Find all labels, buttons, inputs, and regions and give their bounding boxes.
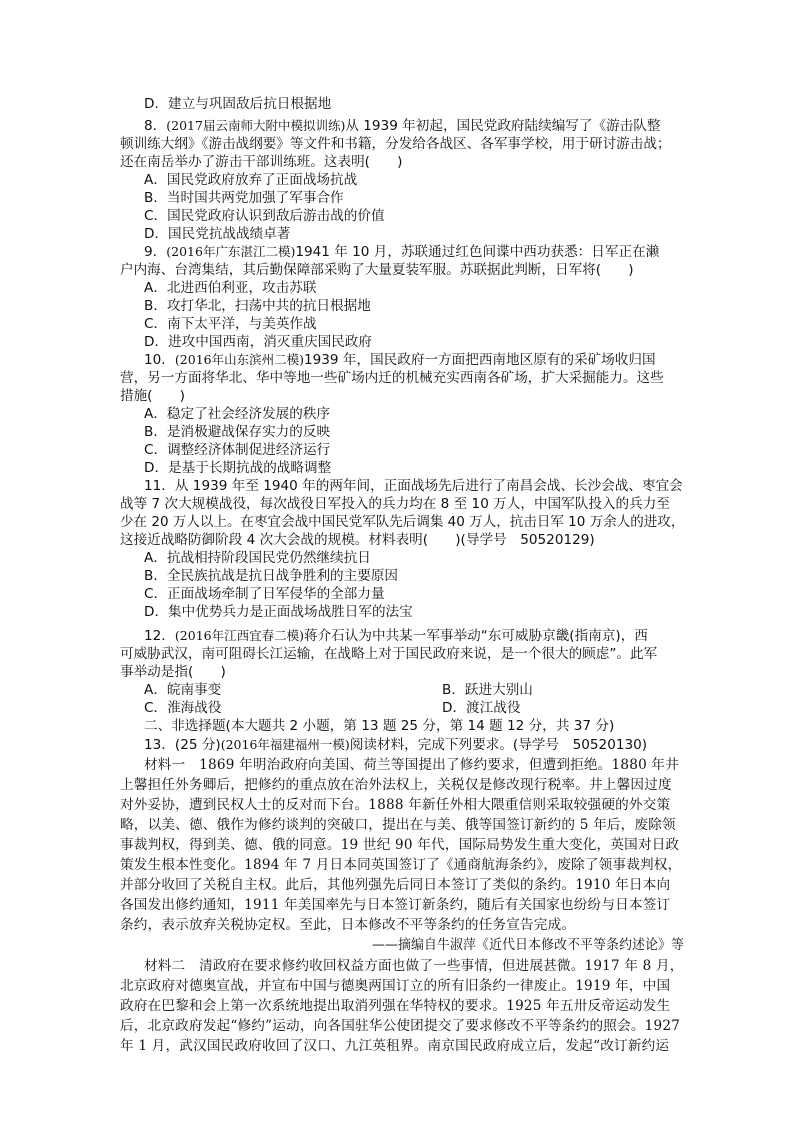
question-source: (2016年福建福州一模) [220,737,350,752]
q11-option-b: B．全民族抗战是抗日战争胜利的主要原因 [144,568,399,584]
material-2-line-4: 后，北京政府发起“修约”运动，向各国驻华公使团提交了要求修改不平等条约的照会。1927 [120,1018,681,1034]
q9-option-b: B．攻打华北，扫荡中共的抗日根据地 [144,298,371,314]
q11-stem-line-2: 战等 7 次大规模战役，每次战役日军投入的兵力均在 8 至 10 万人，中国军队投入的兵力至 [120,496,670,512]
q9-stem-line-2: 户内海、台湾集结，其后勤保障部采购了大量夏装军服。苏联据此判断，日军将( ) [120,262,634,278]
q8-stem-line-2: 顿训练大纲》《游击战纲要》等文件和书籍，分发给各战区、各军事学校，用于研讨游击战； [120,136,671,152]
q12-option-d: D．渡江战役 [442,700,521,716]
material-2-line-2: 北京政府对德奥宣战，并宣布中国与德奥两国订立的所有旧条约一律废止。1919 年，中国 [120,978,671,994]
q8-option-b: B．当时国共两党加强了军事合作 [144,190,344,206]
material-1-line-4: 略，以美、德、俄作为修约谈判的突破口，提出在与美、俄等国签订新约的 5 年后，废除领 [120,817,676,833]
q9-option-c: C．南下太平洋，与美英作战 [144,316,317,332]
question-number: 13．(25 分) [144,737,221,753]
q8-option-a: A．国民党政府放弃了正面战场抗战 [144,172,358,188]
q8-option-c: C．国民党政府认识到敌后游击战的价值 [144,208,385,224]
question-text: 蒋介石认为中共某一军事举动“东可威胁京畿(指南京)，西 [303,628,648,644]
material-1-line-3: 对外妥协，遭到民权人士的反对而下台。1888 年新任外相大隈重信则采取较强硬的外交策 [120,797,671,813]
q11-option-c: C．正面战场牵制了日军侵华的全部力量 [144,586,385,602]
q10-option-c: C．调整经济体制促进经济运行 [144,442,331,458]
material-1-line-7: 并部分收回了关税自主权。此后，其他列强先后同日本签订了类似的条约。1910 年日本向 [120,877,671,893]
q13-stem [144,736,647,754]
material-1-line-2: 上馨担任外务卿后，把修约的重点放在治外法权上，关税仅是修改现行税率。井上馨因过度 [120,777,672,793]
question-source: (2016年江西宜春二模) [174,628,304,643]
question-text: 1941 年 10 月，苏联通过红色间谍中西功获悉：日军正在濑 [295,244,660,260]
question-source: (2017届云南师大附中模拟训练) [166,118,346,133]
q11-stem-line-4: 这接近战略防御阶段 4 次大会战的规模。材料表明( )(导学号 50520129) [120,532,595,548]
section-heading: 二、非选择题(本大题共 2 小题，第 13 题 25 分，第 14 题 12 分，共 37 分) [144,718,615,734]
q12-options-row-1 [144,681,533,699]
material-1-citation: ——摘编自牛淑萍《近代日本修改不平等条约述论》等 [372,937,685,953]
q10-stem-line-2: 营，另一方面将华北、华中等地一些矿场内迁的机械充实西南各矿场，扩大采掘能力。这些 [120,370,664,386]
question-source: (2016年广东湛江二模) [166,244,296,259]
q11-option-a: A．抗战相持阶段国民党仍然继续抗日 [144,550,371,566]
material-2-line-3: 政府在巴黎和会上第一次系统地提出取消列强在华特权的要求。1925 年五卅反帝运动发生 [120,998,671,1014]
q10-option-a: A．稳定了社会经济发展的秩序 [144,406,331,422]
question-text: 阅读材料，完成下列要求。(导学号 50520130) [349,737,648,753]
q10-stem-line-1 [144,351,656,369]
q7-option-d: D．建立与巩固敌后抗日根据地 [144,96,332,112]
q9-stem-line-1 [144,243,659,261]
q10-option-d: D．是基于长期抗战的战略调整 [144,460,332,476]
material-1-line-5: 事裁判权，得到美、德、俄的同意。19 世纪 90 年代，国际局势发生重大变化，英国对日政 [120,837,680,853]
q8-stem-line-3: 还在南岳举办了游击干部训练班。这表明( ) [120,154,403,170]
q12-stem-line-2: 可威胁武汉，南可阻碍长江运输，在战略上对于国民政府来说，是一个很大的顾虑”。此军 [120,646,658,662]
q8-option-d: D．国民党抗战战绩卓著 [144,226,291,242]
q12-stem-line-3: 事举动是指( ) [120,664,226,680]
q9-option-d: D．进攻中国西南，消灭重庆国民政府 [144,334,372,350]
question-number: 9． [144,244,167,260]
q10-option-b: B．是消极避战保存实力的反映 [144,424,331,440]
material-1-line-9: 条约，表示放弃关税协定权。至此，日本修改不平等条约的任务宣告完成。 [120,917,576,933]
material-2-line-1: 材料二 清政府在要求修约收回权益方面也做了一些事情，但进展甚微。1917 年 8 月， [144,958,684,974]
question-source: (2016年山东滨州二模) [174,352,304,367]
material-1-line-8: 各国发出修约通知，1911 年美国率先与日本签订新条约，随后有关国家也纷纷与日本签订 [120,897,671,913]
material-1-line-6: 策发生根本性变化。1894 年 7 月日本同英国签订了《通商航海条约》，废除了领事裁判权， [120,857,682,873]
question-text: 从 1939 年初起，国民党政府陆续编写了《游击队整 [345,118,661,134]
q8-stem-line-1 [144,117,660,135]
q10-stem-line-3: 措施( ) [120,388,185,404]
q11-stem-line-1: 11．从 1939 年至 1940 年的两年间，正面战场先后进行了南昌会战、长沙会战、枣宜会 [144,478,683,494]
q12-option-b: B．跃进大别山 [442,682,533,698]
question-number: 8． [144,118,167,134]
q9-option-a: A．北进西伯利亚，攻击苏联 [144,280,317,296]
material-2-line-5: 年 1 月，武汉国民政府收回了汉口、九江英租界。南京国民政府成立后，发起“改订新约运 [120,1038,670,1054]
q12-stem-line-1 [144,627,648,645]
q11-option-d: D．集中优势兵力是正面战场战胜日军的法宝 [144,604,413,620]
q12-option-c: C．淮海战役 [144,700,222,716]
question-number: 10． [144,352,175,368]
question-number: 12． [144,628,175,644]
q12-option-a: A．皖南事变 [144,682,222,698]
q12-options-row-2 [144,699,521,717]
material-1-line-1: 材料一 1869 年明治政府向美国、荷兰等国提出了修约要求，但遭到拒绝。1880 年井 [144,757,680,773]
question-text: 1939 年，国民政府一方面把西南地区原有的采矿场收归国 [303,352,656,368]
q11-stem-line-3: 少在 20 万人以上。在枣宜会战中国民党军队先后调集 40 万人，抗击日军 10 万余人的进攻， [120,514,685,530]
